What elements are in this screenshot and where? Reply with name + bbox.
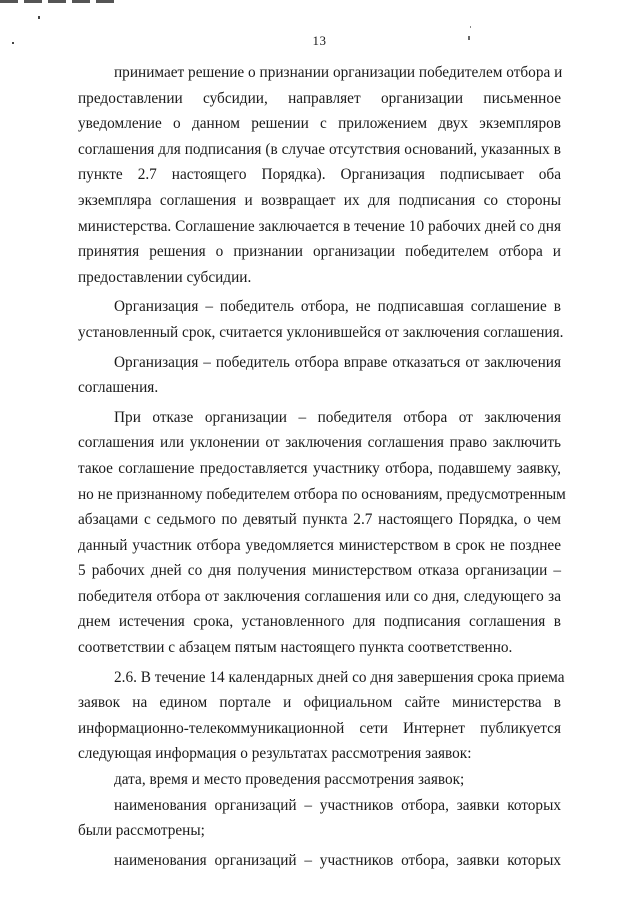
text-line: но не признанному победителем отбора по основаниям, предусмотренным: [78, 485, 566, 503]
text-line: Организация – победитель отбора вправе отказаться от заключения: [114, 353, 561, 371]
text-line: При отказе организации – победителя отбора от заключения: [114, 408, 561, 426]
text-line: Организация – победитель отбора, не подписавшая соглашение в: [114, 298, 561, 316]
paragraph: [78, 767, 561, 793]
paragraph: [78, 60, 561, 290]
text-line: днем истечения срока, установленного для подписания соглашения в: [78, 613, 561, 631]
paragraph: [78, 350, 561, 401]
paragraph: [78, 294, 564, 345]
text-line: заявок на едином портале и официальном сайте министерства в: [78, 694, 561, 712]
text-line: принятия решения о признании организации победителем отбора и: [78, 243, 561, 261]
text-line: соглашения.: [78, 379, 159, 397]
text-line: абзацами с седьмого по девятый пункта 2.7 настоящего Порядка, о чем: [78, 511, 561, 529]
text-line: предоставлении субсидии, направляет организации письменное: [78, 89, 561, 107]
text-line: соответствии с абзацем пятым настоящего пункта соответственно.: [78, 639, 513, 657]
text-line: предоставлении субсидии.: [78, 268, 252, 286]
scan-artifact-dot: [470, 26, 471, 28]
document-body: [78, 60, 566, 873]
text-line: принимает решение о признании организации победителем отбора и: [114, 64, 563, 81]
scan-artifact-dot: [38, 16, 40, 19]
text-line: такое соглашение предоставляется участнику отбора, подавшему заявку,: [78, 459, 561, 477]
scan-artifact-top: [0, 0, 120, 3]
text-line: соглашения или уклонении от заключения соглашения право заключить: [78, 434, 561, 452]
text-line: наименования организаций – участников отбора, заявки которых: [114, 851, 561, 869]
text-line: наименования организаций – участников отбора, заявки которых: [114, 796, 561, 814]
text-line: данный участник отбора уведомляется министерством в срок не позднее: [78, 536, 561, 554]
text-line: пункте 2.7 настоящего Порядка). Организация подписывает оба: [78, 166, 561, 184]
paragraph: [78, 665, 565, 767]
paragraph: [78, 405, 566, 661]
paragraph: [78, 848, 561, 874]
page-number: 13: [312, 33, 327, 48]
paragraph: [78, 793, 561, 844]
text-line: 5 рабочих дней со дня получения министерством отказа организации –: [78, 562, 561, 580]
text-line: победителя отбора от заключения соглашения или со дня, следующего за: [78, 587, 561, 605]
text-line: соглашения для подписания (в случае отсутствия оснований, указанных в: [78, 140, 561, 158]
text-line: были рассмотрены;: [78, 822, 205, 840]
text-line: 2.6. В течение 14 календарных дней со дня завершения срока приема: [114, 668, 565, 686]
text-line: уведомление о данном решении с приложением двух экземпляров: [78, 115, 561, 133]
text-line: экземпляра соглашения и возвращает их для подписания со стороны: [78, 191, 561, 209]
text-line: установленный срок, считается уклонившейся от заключения соглашения.: [78, 323, 564, 341]
text-line: дата, время и место проведения рассмотрения заявок;: [114, 771, 465, 789]
text-line: следующая информация о результатах рассмотрения заявок:: [78, 745, 472, 763]
text-line: информационно-телекоммуникационной сети Интернет публикуется: [78, 719, 561, 737]
text-line: министерства. Соглашение заключается в течение 10 рабочих дней со дня: [78, 217, 561, 235]
